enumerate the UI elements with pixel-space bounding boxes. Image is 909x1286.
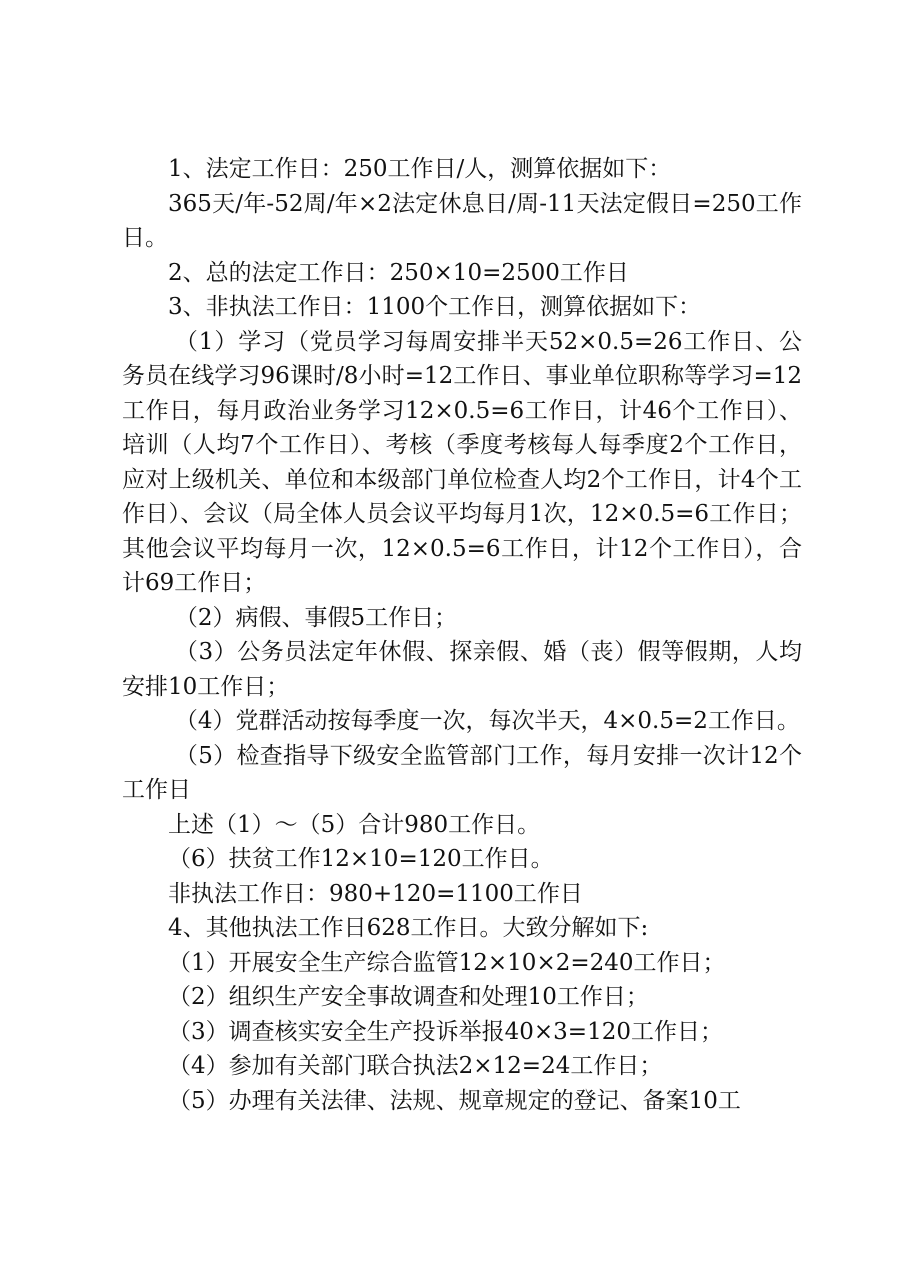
paragraph-sick-leave: （2）病假、事假5工作日； [174, 604, 458, 631]
paragraph-other-enforcement: 4、其他执法工作日628工作日。大致分解如下: [168, 915, 649, 941]
paragraph-study-training: （1）学习（党员学习每周安排半天52×0.5=26工作日、公务员在线学习96课时/8小时=12工作日、事业单位职称等学习=12工作日，每月政治业务学习12×0.5=6工作日，计46个工作日）、培训（人均7个工作日）、考核（季度考核每人每季度2个工作日，应对上级机关、单位和本级部门单位检查人均2个工作日，计4个工作日）、会议（局全体人员会议平均每月1次，12×0.5=6工作日；其他会议平均每月一次，12×0.5=6工作日，计12个工作日），合计69工作日； [122, 328, 802, 596]
paragraph-total-legal-workdays: 2、总的法定工作日：250×10=2500工作日 [168, 259, 629, 286]
paragraph-registration-filing: （5）办理有关法律、法规、规章规定的登记、备案10工 [168, 1087, 741, 1114]
paragraph-inspection-guidance: （5）检查指导下级安全监管部门工作，每月安排一次计12个工作日 [122, 742, 802, 803]
paragraph-comprehensive-supervision: （1）开展安全生产综合监管12×10×2=240工作日； [168, 949, 726, 976]
paragraph-legal-workdays: 1、法定工作日：250工作日/人，测算依据如下： [168, 156, 672, 182]
paragraph-legal-workdays-calc: 365天/年-52周/年×2法定休息日/周-11天法定假日=250工作日。 [122, 190, 802, 251]
paragraph-poverty-alleviation: （6）扶贫工作12×10=120工作日。 [168, 846, 554, 872]
paragraph-non-enforcement-total: 非执法工作日：980+120=1100工作日 [168, 880, 583, 907]
paragraph-annual-leave: （3）公务员法定年休假、探亲假、婚（丧）假等假期，人均安排10工作日； [122, 639, 802, 700]
paragraph-subtotal: 上述（1）～（5）合计980工作日。 [168, 811, 541, 838]
paragraph-joint-enforcement: （4）参加有关部门联合执法2×12=24工作日； [168, 1053, 663, 1079]
document-body [122, 152, 802, 1118]
paragraph-accident-investigation: （2）组织生产安全事故调查和处理10工作日； [168, 984, 649, 1010]
paragraph-non-enforcement-workdays: 3、非执法工作日：1100个工作日，测算依据如下： [168, 294, 702, 320]
paragraph-party-activities: （4）党群活动按每季度一次，每次半天，4×0.5=2工作日。 [174, 708, 800, 734]
paragraph-complaint-verification: （3）调查核实安全生产投诉举报40×3=120工作日； [168, 1018, 723, 1045]
